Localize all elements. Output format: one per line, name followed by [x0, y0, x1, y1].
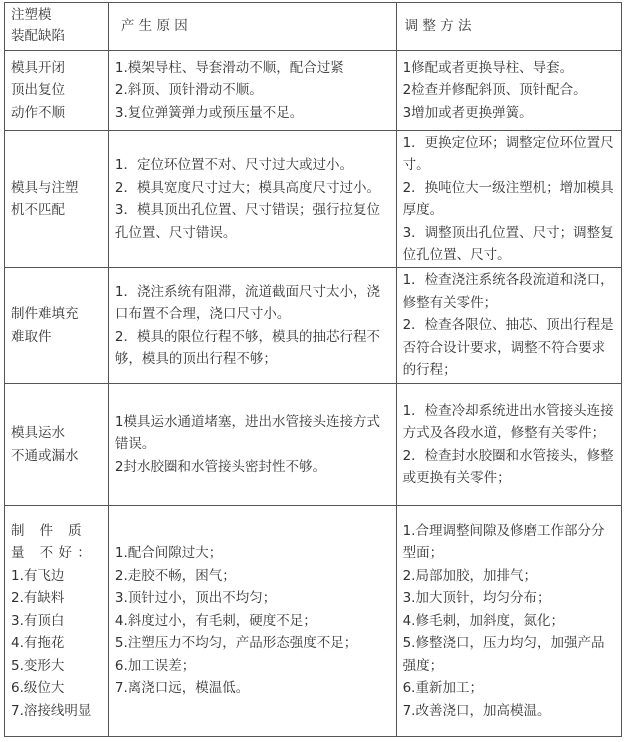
- header-cause: [108, 3, 396, 51]
- cause-line: 4.斜度过小，有毛刺，硬度不足；: [114, 612, 317, 629]
- defect-line: 顶出复位: [11, 82, 65, 99]
- cause-line: 1模具运水通道堵塞，进出水管接头连接方式错误。: [114, 413, 380, 453]
- cause-line: 1.配合间隙过大；: [114, 545, 223, 562]
- defect-line: 难取件: [11, 328, 52, 345]
- cause-line: 3.顶针过小，顶出不均匀；: [114, 590, 277, 607]
- defect-line: 3.有顶白: [11, 612, 65, 629]
- method-cell: [396, 384, 621, 506]
- defect-line: 制件难填充: [11, 306, 79, 322]
- cause-cell: [108, 51, 396, 131]
- header-defect: [5, 3, 109, 51]
- method-cell: [396, 506, 621, 737]
- method-line: 3增加或者更换弹簧。: [402, 104, 533, 121]
- cause-line: 3．模具顶出孔位置、尺寸错误；强行拉复位孔位置、尺寸错误。: [114, 202, 380, 241]
- method-cell: [396, 131, 621, 268]
- cause-cell: [108, 384, 396, 506]
- cause-cell: [108, 506, 396, 737]
- cause-line: 5.注塑压力不均匀，产品形态强度不足；: [114, 635, 358, 652]
- header-defect-line: 装配缺陷: [11, 28, 65, 44]
- defect-table: [4, 2, 622, 737]
- defect-cell: [5, 51, 109, 131]
- method-line: 1.合理调整间隙及修磨工作部分分型面；: [402, 522, 605, 562]
- defect-cell: [5, 506, 109, 737]
- defect-cell: [5, 384, 109, 506]
- table-row: [5, 268, 622, 384]
- cause-cell: [108, 268, 396, 384]
- method-line: 3．调整顶出孔位置、尺寸；调整复位孔位置、尺寸。: [402, 224, 614, 263]
- method-line: 1．检查冷却系统进出水管接头连接方式及各段水道，修整有关零件；: [402, 402, 614, 441]
- header-method: [396, 3, 621, 51]
- cause-line: 2.走胶不畅，困气；: [114, 567, 236, 584]
- method-line: 1修配或者更换导柱、导套。: [402, 59, 574, 76]
- defect-line: 1.有飞边: [11, 567, 65, 584]
- defect-cell: [5, 268, 109, 384]
- cause-line: 2．模具宽度尺寸过大；模具高度尺寸过小。: [114, 179, 380, 196]
- method-line: 5.修整浇口，压力均匀，加强产品强度；: [402, 635, 605, 674]
- header-cause-label: 产 生 原 因: [120, 18, 188, 34]
- defect-line: 模具开闭: [11, 59, 65, 76]
- method-line: 6.重新加工；: [402, 680, 483, 697]
- header-method-label: 调 整 方 法: [404, 18, 472, 34]
- method-line: 2．检查各限位、抽芯、顶出行程是否符合设计要求，调整不符合要求的行程；: [402, 317, 614, 379]
- cause-line: 3.复位弹簧弹力或预压量不足。: [114, 104, 304, 121]
- defect-line: 模具与注塑: [11, 179, 79, 196]
- method-line: 1．检查浇注系统各段流道和浇口，修整有关零件；: [402, 272, 614, 311]
- cause-line: 1．浇注系统有阻滞，流道截面尺寸太小，浇口布置不合理，浇口尺寸小。: [114, 283, 380, 322]
- defect-cell: [5, 131, 109, 268]
- defect-line: 不通或漏水: [11, 447, 79, 464]
- defect-line: 机不匹配: [11, 202, 65, 218]
- cause-line: 1．定位环位置不对、尺寸过大或过小。: [114, 157, 353, 173]
- defect-line: 5.变形大: [11, 657, 65, 674]
- cause-line: 2．模具的限位行程不够，模具的抽芯行程不够，模具的顶出行程不够；: [114, 328, 380, 367]
- table-row: [5, 51, 622, 131]
- method-line: 2．换吨位大一级注塑机；增加模具厚度。: [402, 179, 614, 218]
- cause-cell: [108, 131, 396, 268]
- defect-line: 模具运水: [11, 425, 65, 441]
- table-row: [5, 506, 622, 737]
- defect-line: 2.有缺料: [11, 590, 65, 607]
- method-line: 7.改善浇口，加高模温。: [402, 702, 551, 719]
- method-line: 2检查并修配斜顶、顶针配合。: [402, 82, 587, 99]
- defect-line: 7.溶接线明显: [11, 702, 92, 719]
- table-row: [5, 384, 622, 506]
- table-row: [5, 131, 622, 268]
- method-line: 3.加大顶针，均匀分布；: [402, 590, 551, 607]
- cause-line: 1.模架导柱、导套滑动不顺，配合过紧: [114, 59, 344, 76]
- defect-line: 6.级位大: [11, 680, 65, 697]
- method-line: 2.局部加胶，加排气；: [402, 567, 537, 584]
- defect-line: 动作不顺: [11, 104, 65, 121]
- method-cell: [396, 51, 621, 131]
- defect-line: 4.有拖花: [11, 635, 65, 652]
- header-defect-line: 注塑模: [11, 7, 52, 23]
- cause-line: 6.加工误差；: [114, 657, 196, 674]
- table-header-row: [5, 3, 622, 51]
- method-cell: [396, 268, 621, 384]
- cause-line: 7.离浇口远，模温低。: [114, 680, 250, 697]
- defect-line: 制 件 质 量 不好：: [11, 522, 97, 562]
- method-line: 2．检查封水胶圈和水管接头，修整或更换有关零件；: [402, 447, 614, 486]
- cause-line: 2.斜顶、顶针滑动不顺。: [114, 82, 263, 99]
- cause-line: 2封水胶圈和水管接头密封性不够。: [114, 458, 326, 475]
- method-line: 4.修毛刺，加斜度，氮化；: [402, 612, 564, 629]
- method-line: 1．更换定位环；调整定位环位置尺寸。: [402, 134, 614, 173]
